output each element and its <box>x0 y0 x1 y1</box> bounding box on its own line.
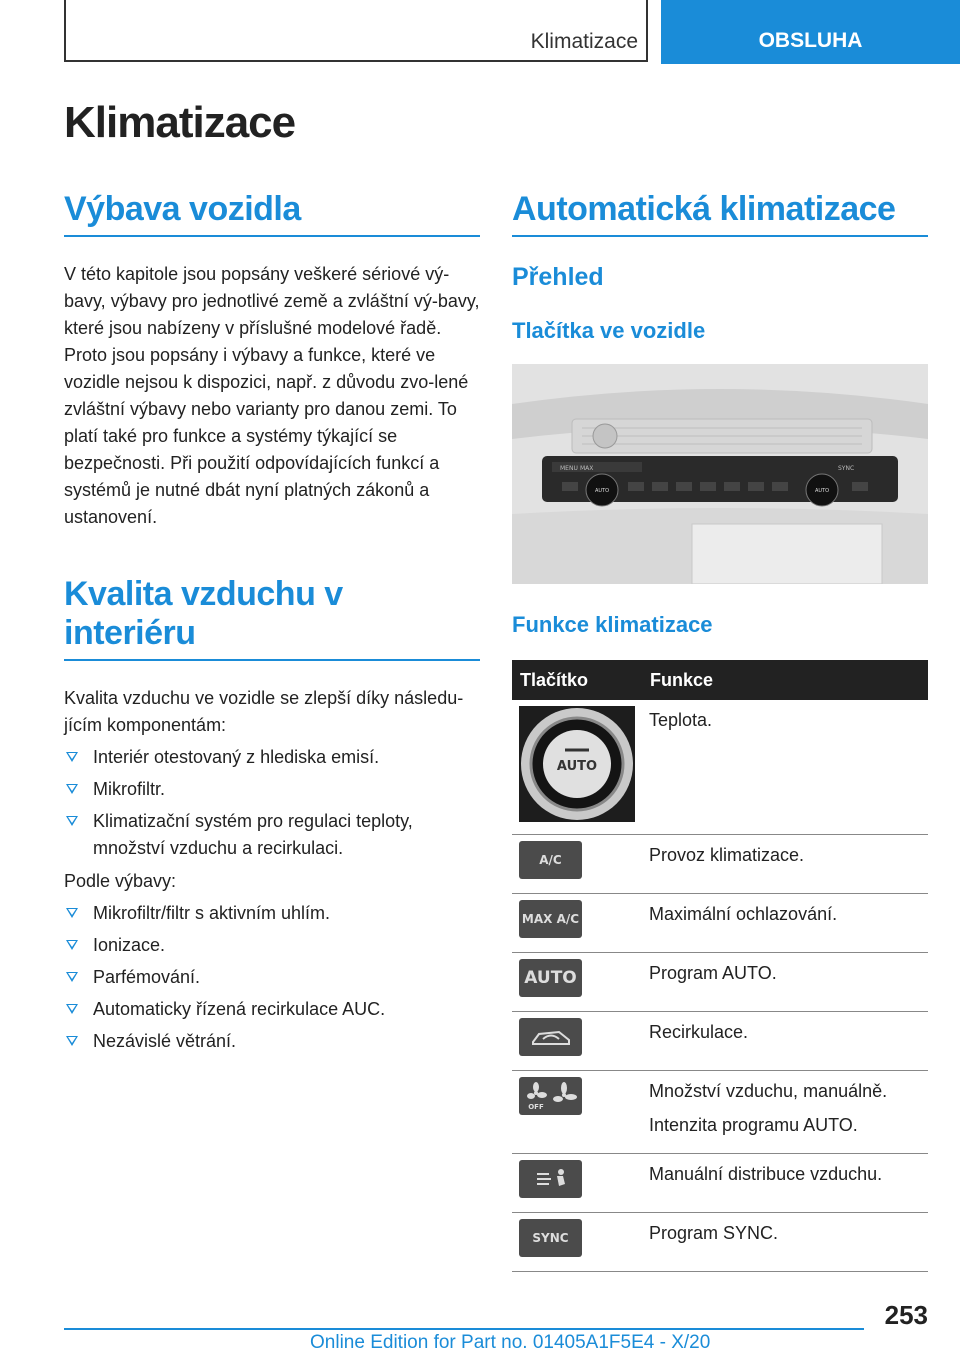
air-distribution-button-icon <box>519 1160 582 1198</box>
function-text: Provoz klimatizace. <box>649 844 805 865</box>
table-header-function: Funkce <box>642 660 928 700</box>
table-row <box>512 1212 928 1271</box>
subheading-buttons: Tlačítka ve vozidle <box>512 318 706 343</box>
table-row <box>512 1153 928 1212</box>
header-section-title: Klimatizace <box>530 30 638 53</box>
photo-sync-label: SYNC <box>838 465 855 472</box>
function-text-secondary: Intenzita programu AUTO. <box>649 1114 858 1135</box>
triangle-bullet-icon <box>66 1036 78 1046</box>
page-title: Klimatizace <box>64 98 296 147</box>
subheading-overview: Přehled <box>512 263 604 291</box>
subheading-functions: Funkce klimatizace <box>512 612 713 637</box>
triangle-bullet-icon <box>66 940 78 950</box>
max-ac-button-icon: MAX A/C <box>519 900 582 938</box>
table-header-row <box>512 660 928 700</box>
photo-auto-label-left: AUTO <box>595 488 610 494</box>
triangle-bullet-icon <box>66 1004 78 1014</box>
right-column <box>512 190 928 1272</box>
table-row <box>512 834 928 893</box>
triangle-bullet-icon <box>66 816 78 826</box>
triangle-bullet-icon <box>66 752 78 762</box>
list-item: Mikrofiltr. <box>64 776 480 803</box>
air-quality-paragraph: Kvalita vzduchu ve vozidle se zlepší díky následu-jícím komponentám: <box>64 688 464 735</box>
list-item: Ionizace. <box>64 932 480 959</box>
table-row <box>512 952 928 1011</box>
header-chapter-tab[interactable]: OBSLUHA <box>661 0 960 64</box>
photo-max-label: MAX <box>580 465 594 472</box>
functions-table <box>512 660 928 1272</box>
climate-panel-illustration <box>512 364 928 584</box>
climate-panel-photo <box>512 364 928 584</box>
function-text: Program SYNC. <box>649 1222 779 1243</box>
edition-footer: Online Edition for Part no. 01405A1F5E4 - X/20 <box>310 1332 711 1353</box>
table-row <box>512 1011 928 1070</box>
list-item: Mikrofiltr/filtr s aktivním uhlím. <box>64 900 480 927</box>
fan-button-icon <box>519 1077 582 1115</box>
table-row <box>512 700 928 834</box>
section-heading-auto-climate: Automatická klimatizace <box>512 190 928 237</box>
photo-menu-label: MENU <box>560 465 578 472</box>
temperature-knob-icon <box>519 706 635 822</box>
photo-auto-label-right: AUTO <box>815 488 830 494</box>
section-heading-air-quality: Kvalita vzduchu v interiéru <box>64 575 480 661</box>
auto-button-icon: AUTO <box>519 959 582 997</box>
component-list <box>64 744 480 862</box>
triangle-bullet-icon <box>66 784 78 794</box>
function-text: Recirkulace. <box>649 1021 749 1042</box>
svg-text:OFF: OFF <box>527 1102 544 1111</box>
list-item: Nezávislé větrání. <box>64 1028 480 1055</box>
function-text: Manuální distribuce vzduchu. <box>649 1163 883 1184</box>
function-text: Množství vzduchu, manuálně. <box>649 1080 888 1101</box>
page-number: 253 <box>884 1300 928 1330</box>
ac-button-icon: A/C <box>519 841 582 879</box>
recirculation-button-icon <box>519 1018 582 1056</box>
footer-divider <box>64 1328 864 1330</box>
section-heading-equipment: Výbava vozidla <box>64 190 480 237</box>
per-equipment-label: Podle výbavy: <box>64 871 177 891</box>
function-text: Maximální ochlazování. <box>649 903 838 924</box>
list-item: Parfémování. <box>64 964 480 991</box>
triangle-bullet-icon <box>66 908 78 918</box>
table-header-button: Tlačítko <box>512 660 642 700</box>
sync-button-icon: SYNC <box>519 1219 582 1257</box>
list-item: Automaticky řízená recirkulace AUC. <box>64 996 480 1023</box>
equipment-paragraph: V této kapitole jsou popsány veškeré sériové vý-bavy, výbavy pro jednotlivé země a zvláštní vý-bavy, které jsou nabízeny v příslušné modelové řadě. Proto jsou popsány i výbavy a funkce, které ve vozidle nejsou k dispozici, např. z důvodu zvo-lené zvláštní výbavy nebo varianty pro danou zemi. To platí také pro funkce a systémy týkající se bezpečnosti. Při použití odpovídajících funkcí a systémů je nutné dbát nyní platných zákonů a ustanovení. <box>64 264 480 527</box>
table-row <box>512 893 928 952</box>
optional-list <box>64 900 480 1055</box>
svg-text:AUTO: AUTO <box>556 759 598 774</box>
triangle-bullet-icon <box>66 972 78 982</box>
table-row <box>512 1070 928 1153</box>
function-text: Program AUTO. <box>649 962 777 983</box>
function-text: Teplota. <box>649 710 713 730</box>
list-item: Klimatizační systém pro regulaci teploty, množství vzduchu a recirkulaci. <box>64 808 480 862</box>
left-column <box>64 190 480 1055</box>
list-item: Interiér otestovaný z hlediska emisí. <box>64 744 480 771</box>
